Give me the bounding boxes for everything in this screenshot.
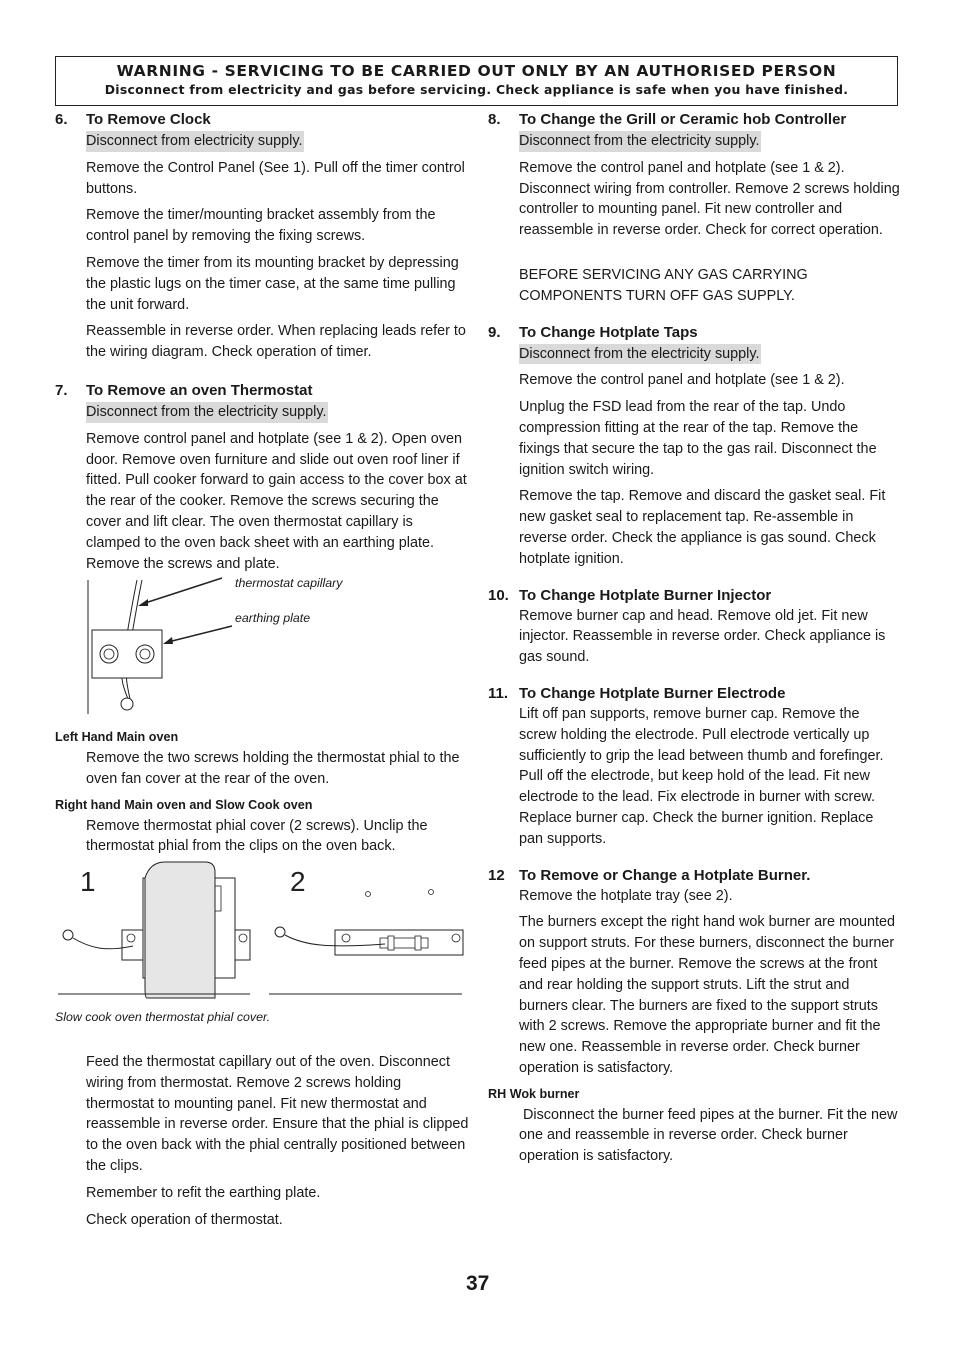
section-11-para-1: Lift off pan supports, remove burner cap. Remove the screw holding the electrode. Pull electrode vertically up sufficiently to grip the lead between thumb and forefinger. Pull off the electrode, but keep hold of the lead. Fit new electrode to the lead. Fix electrode in burner with screw. Replace burner cap. Check the burner ignition. Replace pan supports. <box>519 705 884 847</box>
section-9 <box>488 323 900 570</box>
section-9-para-3: Remove the tap. Remove and discard the gasket seal. Fit new gasket seal to replacement tap. Re-assemble in reverse order. Check the appliance is gas sound. Check hotplate ignition. <box>519 488 886 567</box>
section-6-warning: Disconnect from electricity supply. <box>86 131 304 152</box>
section-6-number: 6. <box>55 111 68 128</box>
section-12-title: To Remove or Change a Hotplate Burner. <box>519 866 811 884</box>
left-column <box>55 110 470 580</box>
section-10-heading <box>488 586 900 606</box>
section-10-title: To Change Hotplate Burner Injector <box>519 586 772 604</box>
right-column <box>488 110 900 1173</box>
gas-safety-note: BEFORE SERVICING ANY GAS CARRYING COMPONENTS TURN OFF GAS SUPPLY. <box>519 266 808 304</box>
section-7-warning: Disconnect from the electricity supply. <box>86 402 328 423</box>
section-9-para-2: Unplug the FSD lead from the rear of the tap. Undo compression fitting at the rear of the tap. Remove the fixings that secure the tap to the gas rail. Disconnect the ignition switch wiring. <box>519 399 877 478</box>
section-9-heading <box>488 323 900 343</box>
section-11 <box>488 684 900 850</box>
section-10-para-1: Remove burner cap and head. Remove old jet. Fit new injector. Reassemble in reverse order. Check appliance is gas sound. <box>519 607 886 666</box>
section-9-warning: Disconnect from the electricity supply. <box>519 344 761 365</box>
section-12-para-2: The burners except the right hand wok burner are mounted on support struts. For these burners, disconnect the burner feed pipes at the burner. Remove the screws at the front and rear holding the support struts. Lift the strut and burners clear. The burners are fixed to the support struts with 2 screws. Remove the appropriate burner and fit the new one. Reassemble in reverse order. Check burner operation is satisfactory. <box>519 914 895 1076</box>
section-6-para-3: Remove the timer from its mounting bracket by depressing the plastic lugs on the timer case, at the same time pulling the unit forward. <box>86 254 459 313</box>
section-12 <box>488 866 900 1168</box>
left-hand-oven-heading: Left Hand Main oven <box>55 730 179 744</box>
right-hand-oven-heading: Right hand Main oven and Slow Cook oven <box>55 797 313 812</box>
figure-caption: Slow cook oven thermostat phial cover. <box>55 1010 271 1024</box>
phial-cover-diagrams <box>55 858 470 1003</box>
warning-subtitle: Disconnect from electricity and gas before servicing. Check appliance is safe when you have finished. <box>104 82 849 97</box>
section-9-number: 9. <box>488 323 501 341</box>
section-7-oven-notes <box>55 728 470 863</box>
section-7 <box>55 381 470 574</box>
section-6-para-4: Reassemble in reverse order. When replacing leads refer to the wiring diagram. Check operation of timer. <box>86 323 466 361</box>
warning-title: WARNING - SERVICING TO BE CARRIED OUT ONLY BY AN AUTHORISED PERSON <box>116 62 837 80</box>
section-7-heading <box>55 381 470 401</box>
section-8-heading <box>488 110 900 130</box>
right-hand-oven-text: Remove thermostat phial cover (2 screws). Unclip the thermostat phial from the clips on the oven back. <box>86 817 428 855</box>
label-earthing-plate: earthing plate <box>235 611 311 625</box>
section-7-para-3: Remember to refit the earthing plate. <box>86 1184 321 1201</box>
section-12-heading <box>488 866 900 886</box>
section-12-number: 12 <box>488 866 505 884</box>
section-6-title: To Remove Clock <box>86 111 211 128</box>
section-7-number: 7. <box>55 381 68 399</box>
section-11-heading <box>488 684 900 704</box>
section-8 <box>488 110 900 307</box>
section-6-heading <box>55 110 470 130</box>
label-thermostat-capillary: thermostat capillary <box>235 576 343 590</box>
section-9-title: To Change Hotplate Taps <box>519 323 698 341</box>
section-9-para-1: Remove the control panel and hotplate (see 1 & 2). <box>519 372 845 389</box>
figure-2-number: 2 <box>290 866 306 897</box>
section-7-para-1: Remove control panel and hotplate (see 1 & 2). Open oven door. Remove oven furniture and slide out oven roof liner if fitted. Pull cooker forward to gain access to the cover box at the rear of the cooker. Remove the screws securing the cover and lift clear. The oven thermostat capillary is clamped to the oven back sheet with an earthing plate. Remove the screws and plate. <box>86 430 467 572</box>
section-8-title: To Change the Grill or Ceramic hob Controller <box>519 111 847 128</box>
figure-1-number: 1 <box>80 866 96 897</box>
section-6-para-1: Remove the Control Panel (See 1). Pull off the timer control buttons. <box>86 159 465 197</box>
section-6 <box>55 110 470 363</box>
section-10-number: 10. <box>488 586 509 604</box>
warning-box <box>55 56 898 106</box>
wok-burner-text: Disconnect the burner feed pipes at the burner. Fit the new one and reassemble in reverse order. Check burner operation is satisfactory. <box>519 1106 898 1165</box>
left-hand-oven-text: Remove the two screws holding the thermostat phial to the oven fan cover at the rear of the oven. <box>86 750 460 787</box>
section-12-para-1: Remove the hotplate tray (see 2). <box>519 887 733 904</box>
section-8-warning: Disconnect from the electricity supply. <box>519 131 761 152</box>
section-10 <box>488 586 900 668</box>
page-number: 37 <box>466 1272 490 1295</box>
thermostat-capillary-diagram <box>82 574 382 719</box>
section-7-continued <box>55 1052 470 1236</box>
section-7-title: To Remove an oven Thermostat <box>86 381 313 399</box>
section-8-para-1: Remove the control panel and hotplate (see 1 & 2). Disconnect wiring from controller. Remove 2 screws holding controller to mounting panel. Fit new controller and reassemble in reverse order. Check for correct operation. <box>519 159 900 239</box>
section-11-title: To Change Hotplate Burner Electrode <box>519 684 786 702</box>
section-11-number: 11. <box>488 684 509 702</box>
section-8-number: 8. <box>488 111 501 128</box>
wok-burner-heading: RH Wok burner <box>488 1086 580 1101</box>
section-6-para-2: Remove the timer/mounting bracket assembly from the control panel by removing the fixing screws. <box>86 207 436 245</box>
section-7-para-4: Check operation of thermostat. <box>86 1211 283 1228</box>
section-7-para-2: Feed the thermostat capillary out of the oven. Disconnect wiring from thermostat. Remove 2 screws holding thermostat to mounting panel. Fit new thermostat and reassemble in reverse order. Ensure that the phial is clipped to the oven back with the phial centrally positioned between the clips. <box>86 1054 469 1174</box>
